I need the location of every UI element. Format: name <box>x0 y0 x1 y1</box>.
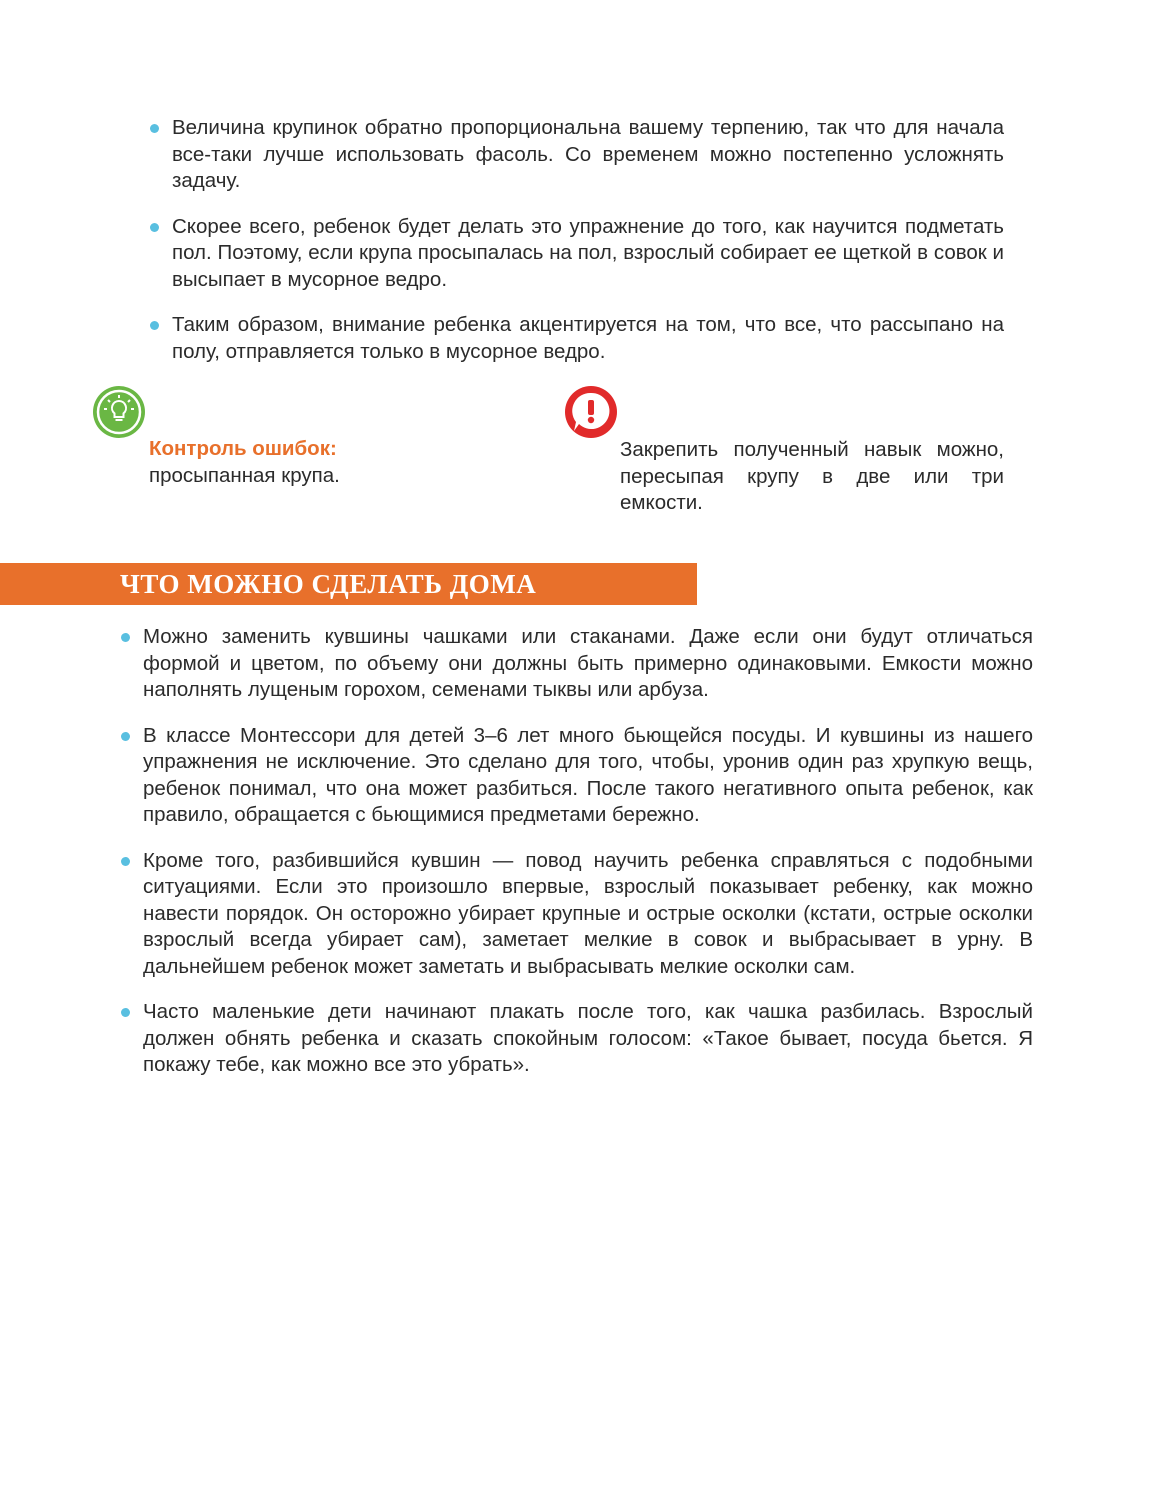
lightbulb-icon <box>93 386 145 438</box>
list-item: Величина крупинок обратно пропорциональна вашему терпению, так что для начала все-таки лучше использовать фасоль. Со временем можно постепенно усложнять задачу. <box>172 115 1004 195</box>
list-item: В классе Монтессори для детей 3–6 лет много бьющейся посуды. И кувшины из нашего упражнения не исключение. Это сделано для того, чтобы, уронив один раз хрупкую вещь, ребенок понимал, что она может разбиться. После такого негативного опыта ребенок, как правило, обращается с бьющимися предметами бережно. <box>143 723 1033 829</box>
list-item: Скорее всего, ребенок будет делать это упражнение до того, как научится подметать пол. Поэтому, если крупа просыпалась на пол, взрослый собирает ее щеткой в совок и высыпает в мусорное ведро. <box>172 214 1004 294</box>
home-bullet-list <box>143 624 1033 1098</box>
section-title: ЧТО МОЖНО СДЕЛАТЬ ДОМА <box>120 569 537 599</box>
list-item: Часто маленькие дети начинают плакать после того, как чашка разбилась. Взрослый должен обнять ребенка и сказать спокойным голосом: «Такое бывает, посуда бьется. Я покажу тебе, как можно все это убрать». <box>143 999 1033 1079</box>
control-title: Контроль ошибок: <box>149 437 337 460</box>
list-item: Можно заменить кувшины чашками или стаканами. Даже если они будут отличаться формой и цветом, по объему они должны быть примерно одинаковыми. Емкости можно наполнять лущеным горохом, семенами тыквы или арбуза. <box>143 624 1033 704</box>
list-item: Таким образом, внимание ребенка акцентируется на том, что все, что рассыпано на полу, отправляется только в мусорное ведро. <box>172 312 1004 365</box>
list-item: Кроме того, разбившийся кувшин — повод научить ребенка справляться с подобными ситуациями. Если это произошло впервые, взрослый показывает ребенку, как можно навести порядок. Он осторожно убирает крупные и острые осколки (кстати, острые осколки взрослый всегда убирает сам), заметает мелкие в совок и выбрасывает в урну. В дальнейшем ребенок может заметать и выбрасывать мелкие осколки сам. <box>143 848 1033 981</box>
exclamation-icon <box>565 386 617 438</box>
control-text: просыпанная крупа. <box>149 464 340 487</box>
tip-text: Закрепить полученный навык можно, пересыпая крупу в две или три емкости. <box>620 438 1004 514</box>
